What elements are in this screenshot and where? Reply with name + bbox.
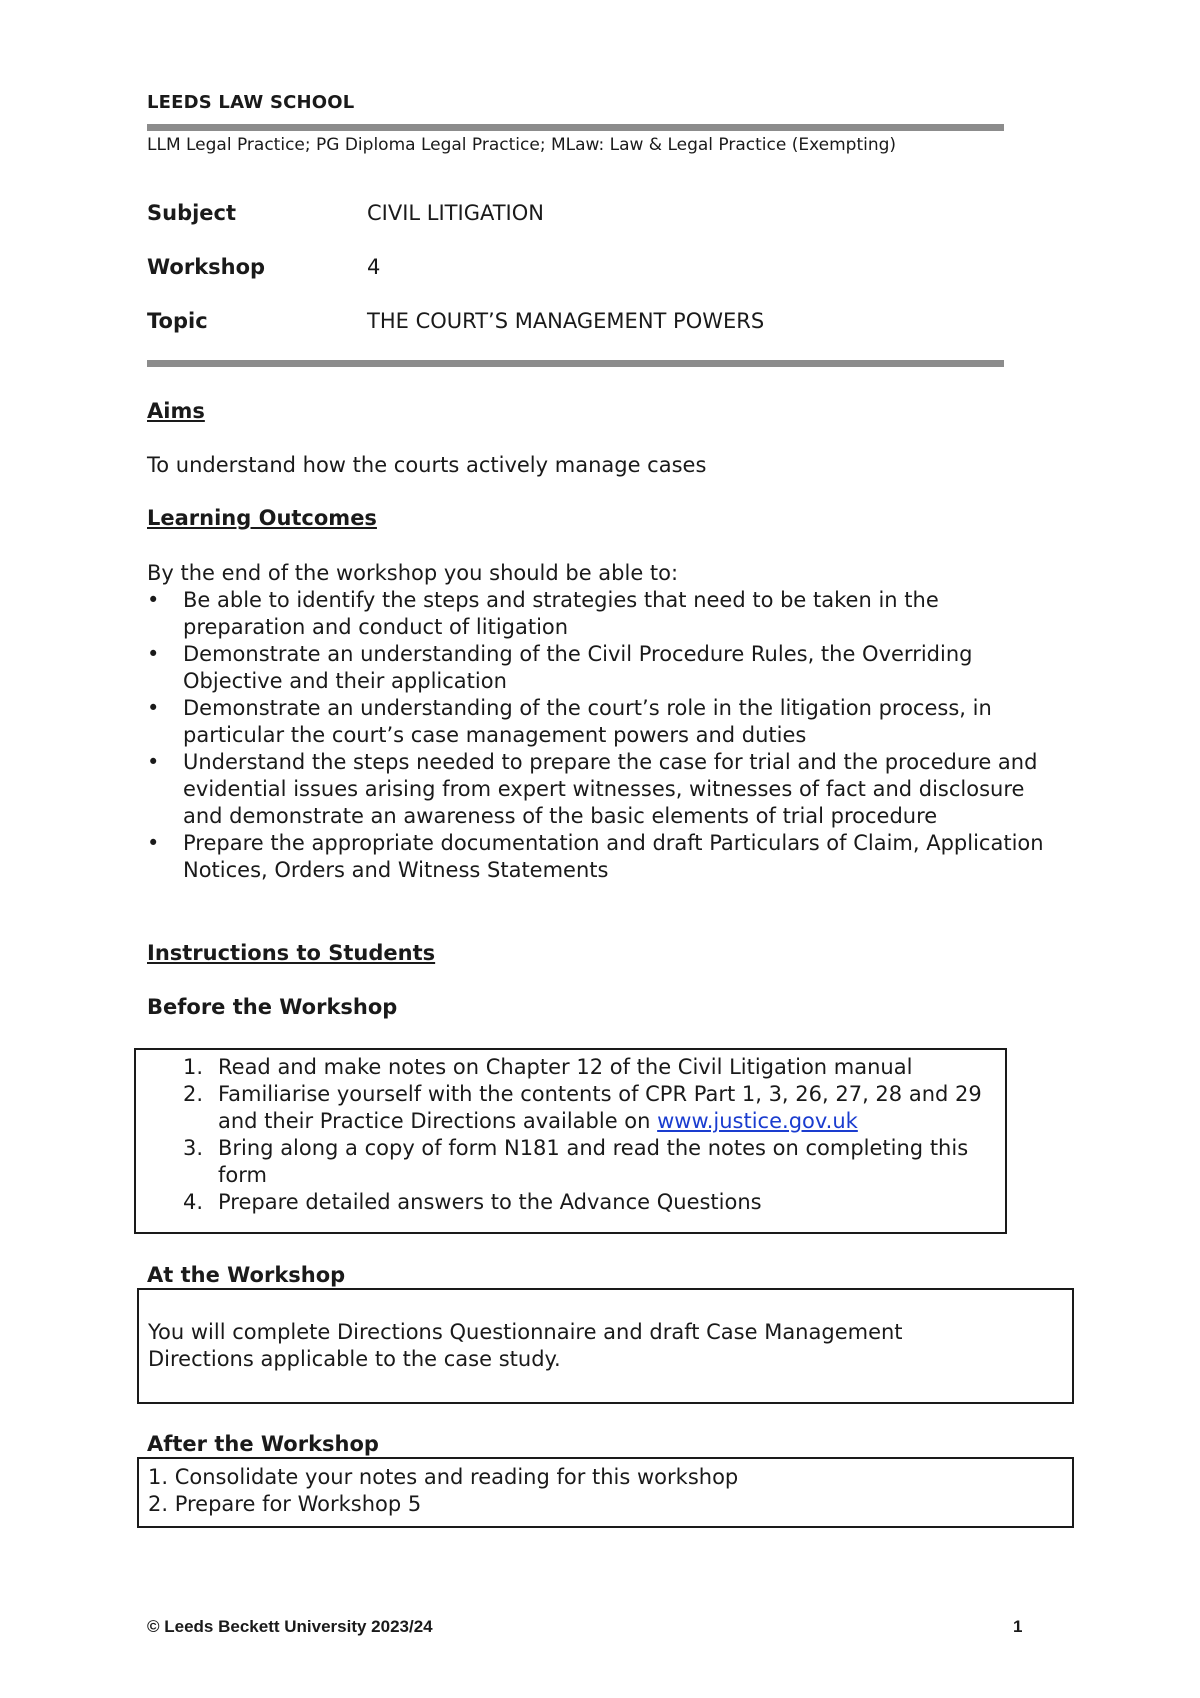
step-number: 4. xyxy=(183,1190,204,1214)
instructions-heading: Instructions to Students xyxy=(147,941,436,965)
list-item xyxy=(136,1081,1005,1135)
list-item: 2. Prepare for Workshop 5 xyxy=(148,1492,422,1516)
meta-value-subject: CIVIL LITIGATION xyxy=(367,201,544,225)
step-number: 2. xyxy=(183,1082,204,1106)
meta-value-topic: THE COURT’S MANAGEMENT POWERS xyxy=(367,309,765,333)
header-rule-bottom xyxy=(147,360,1004,367)
aims-heading: Aims xyxy=(147,399,205,423)
list-item: • Prepare the appropriate documentation and draft Particulars of Claim, Application Notices, Orders and Witness Statements xyxy=(147,830,1057,884)
step-number: 3. xyxy=(183,1136,204,1160)
step-text: Bring along a copy of form N181 and read the notes on completing this form xyxy=(218,1136,969,1187)
at-workshop-box xyxy=(137,1288,1074,1404)
before-workshop-list xyxy=(136,1054,1005,1216)
programmes-line: LLM Legal Practice; PG Diploma Legal Practice; MLaw: Law & Legal Practice (Exempting) xyxy=(147,135,897,155)
list-item: • Be able to identify the steps and strategies that need to be taken in the preparation and conduct of litigation xyxy=(147,587,1057,641)
before-workshop-heading: Before the Workshop xyxy=(147,995,398,1019)
step-number: 1. xyxy=(183,1055,204,1079)
aims-text: To understand how the courts actively manage cases xyxy=(147,453,707,477)
after-workshop-box xyxy=(137,1457,1074,1528)
learning-outcomes-intro: By the end of the workshop you should be able to: xyxy=(147,561,679,585)
before-workshop-box xyxy=(134,1048,1007,1234)
header-rule-top xyxy=(147,124,1004,131)
step-text: Read and make notes on Chapter 12 of the Civil Litigation manual xyxy=(218,1055,913,1079)
justice-gov-link[interactable]: www.justice.gov.uk xyxy=(657,1109,858,1133)
list-item xyxy=(136,1054,1005,1081)
footer-copyright: © Leeds Beckett University 2023/24 xyxy=(147,1617,433,1636)
step-text: Prepare detailed answers to the Advance Questions xyxy=(218,1190,762,1214)
at-workshop-text: You will complete Directions Questionnaire and draft Case Management Directions applicable to the case study. xyxy=(148,1320,903,1371)
list-item xyxy=(136,1135,1005,1189)
learning-outcomes-heading: Learning Outcomes xyxy=(147,506,377,530)
learning-outcomes-list xyxy=(147,587,1057,884)
page-number: 1 xyxy=(1013,1617,1023,1636)
list-item xyxy=(136,1189,1005,1216)
school-name: LEEDS LAW SCHOOL xyxy=(147,92,355,113)
after-workshop-heading: After the Workshop xyxy=(147,1432,379,1456)
meta-value-workshop: 4 xyxy=(367,255,381,279)
list-item: • Understand the steps needed to prepare the case for trial and the procedure and evidential issues arising from expert witnesses, witnesses of fact and disclosure and demonstrate an awareness of the basic elements of trial procedure xyxy=(147,749,1057,830)
meta-label-topic: Topic xyxy=(147,309,208,333)
list-item: • Demonstrate an understanding of the Civil Procedure Rules, the Overriding Objective and their application xyxy=(147,641,1057,695)
step-text: Familiarise yourself with the contents of CPR Part 1, 3, 26, 27, 28 and 29 and their Practice Directions available on xyxy=(218,1082,982,1133)
at-workshop-heading: At the Workshop xyxy=(147,1263,346,1287)
meta-label-workshop: Workshop xyxy=(147,255,266,279)
list-item: • Demonstrate an understanding of the court’s role in the litigation process, in particular the court’s case management powers and duties xyxy=(147,695,1057,749)
meta-label-subject: Subject xyxy=(147,201,237,225)
list-item: 1. Consolidate your notes and reading for this workshop xyxy=(148,1465,739,1489)
